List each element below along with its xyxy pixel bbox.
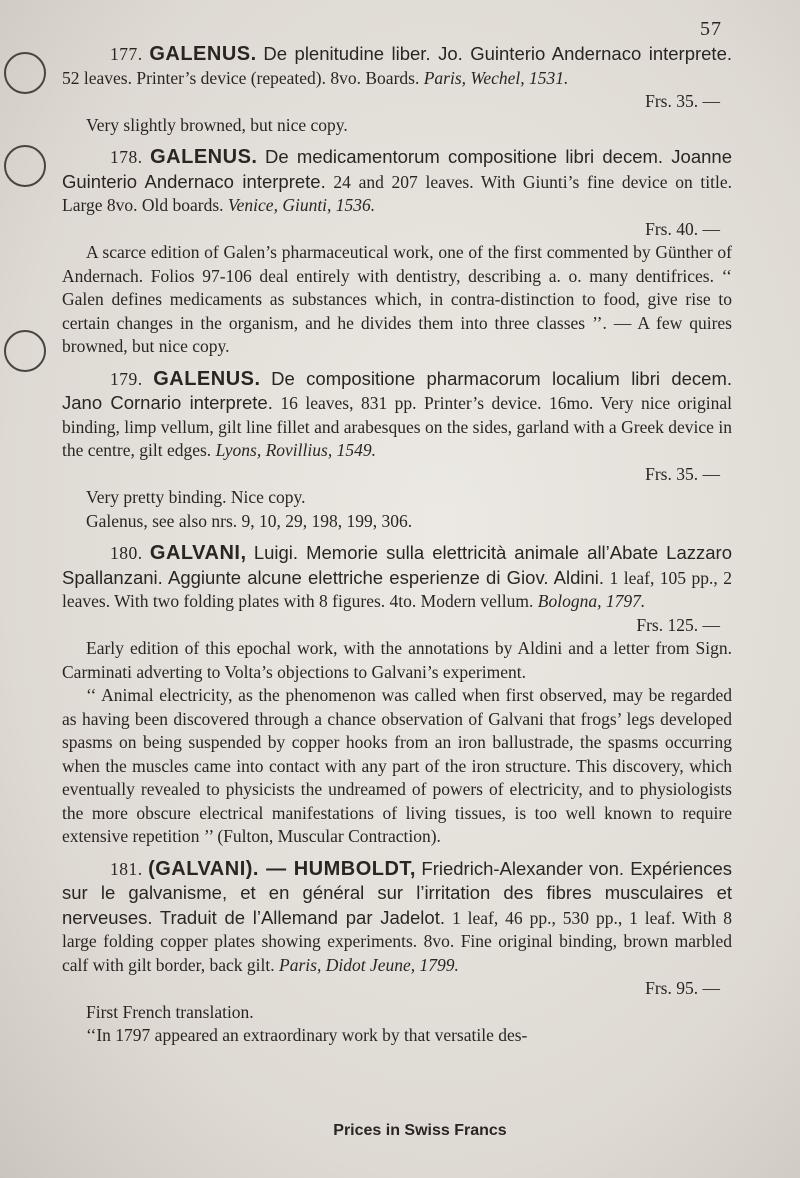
catalogue-entries (62, 42, 732, 1056)
catalogue-entry (62, 367, 732, 534)
catalogue-entry (62, 145, 732, 359)
entry-author: GALVANI, (149, 542, 247, 564)
entry-heading (62, 541, 732, 614)
catalogue-entry (62, 42, 732, 137)
entry-imprint: Paris, Didot Jeune, 1799. (279, 954, 459, 975)
entry-author: GALENUS. (149, 43, 257, 65)
entry-number: 177. (110, 44, 143, 64)
catalogue-entry (62, 541, 732, 849)
entry-price: Frs. 40. — (645, 218, 720, 239)
entry-note: Very pretty binding. Nice copy. (86, 487, 306, 507)
entry-note: Early edition of this epochal work, with the annotations by Aldini and a letter from Sign. Carminati adverting to Volta’s objections to Galvani’s experiment. (62, 638, 732, 682)
circle-mark-icon (4, 330, 46, 372)
entry-description: 1 leaf, 105 pp., 2 leaves. With two folding plates with 8 figures. 4to. Modern vellum. (62, 567, 732, 611)
entry-price: Frs. 35. — (645, 463, 720, 484)
entry-title: Luigi. Memorie sulla elettricità animale all’Abate Lazzaro Spallanzani. Aggiunte alcune elettriche esperienze di Giov. Aldini. (62, 542, 732, 588)
entry-note: Very slightly browned, but nice copy. (86, 114, 348, 135)
entry-author: GALENUS. (150, 146, 258, 168)
entry-imprint: Bologna, 1797. (537, 591, 646, 611)
entry-description: 16 leaves, 831 pp. Printer’s device. 16mo. Very nice original binding, limp vellum, gilt line fillet and arabesques on the sides, garland with a Greek device in the centre, gilt edges. (62, 393, 733, 460)
entry-number: 179. (110, 368, 143, 389)
entry-description: 52 leaves. Printer’s device (repeated). 8vo. Boards. (62, 67, 420, 88)
entry-heading (62, 367, 732, 463)
entry-author: (GALVANI). — HUMBOLDT, (148, 857, 416, 880)
entry-imprint: Venice, Giunti, 1536. (227, 195, 376, 215)
entry-price: Frs. 95. — (645, 978, 720, 998)
entry-note: ‘‘In 1797 appeared an extraordinary work by that versatile des- (86, 1025, 528, 1045)
entry-description: 1 leaf, 46 pp., 530 pp., 1 leaf. With 8 large folding copper plates showing experiments. 8vo. Fine original binding, brown marbled calf with gilt border, back gilt. (62, 907, 732, 975)
entry-note: A scarce edition of Galen’s pharmaceutical work, one of the first commented by Günther of Andernach. Folios 97-106 deal entirely with dentistry, describing a. o. many dentifrices. ‘‘ Galen defines medicaments as substances which, in contra-distinction to food, give rise to certain changes in the organism, and he divides them into three classes ’’. — A few quires browned, but nice copy. (62, 242, 732, 356)
circle-mark-icon (4, 145, 46, 187)
entry-price: Frs. 125. — (636, 614, 720, 635)
entry-number: 178. (110, 147, 143, 167)
entry-heading (62, 857, 732, 978)
page-number: 57 (700, 18, 722, 40)
entry-author: GALENUS. (153, 367, 261, 390)
entry-imprint: Lyons, Rovillius, 1549. (215, 440, 376, 460)
entry-heading (62, 145, 732, 218)
entry-title: De compositione pharmacorum localium libri decem. Jano Cornario interprete. (62, 367, 732, 413)
entry-title: De medicamentorum compositione libri decem. Joanne Guinterio Andernaco interprete. (62, 146, 732, 192)
circle-mark-icon (4, 52, 46, 94)
entry-number: 180. (110, 543, 143, 563)
entry-heading (62, 42, 732, 90)
entry-title: Friedrich-Alexander von. Expériences sur le galvanisme, et en général sur l’irritation des fibres musculaires et nerveuses. Traduit de l’Allemand par Jadelot. (62, 857, 732, 928)
entry-note: Galenus, see also nrs. 9, 10, 29, 198, 199, 306. (86, 510, 413, 531)
entry-note: First French translation. (86, 1001, 254, 1022)
entry-title: De plenitudine liber. Jo. Guinterio Andernaco interprete. (263, 43, 733, 64)
entry-number: 181. (110, 858, 143, 879)
page-footer: Prices in Swiss Francs (333, 1122, 507, 1139)
entry-price: Frs. 35. — (645, 91, 720, 111)
entry-note: ‘‘ Animal electricity, as the phenomenon was called when first observed, may be regarded as having been discovered through a chance observation of Galvani that frogs’ legs developed spasms on being suspended by copper hooks from an iron ballustrade, the spasms occurring when the muscles came into contact with any part of the iron structure. This discovery, which eventually revealed to physicists the undreamed of powers of electricity, and to physiologists the more obscure electrical manifestations of living tissues, is too well known to require extensive repetition ’’ (Fulton, Muscular Contraction). (62, 685, 732, 846)
catalogue-entry (62, 857, 732, 1048)
entry-description: 24 and 207 leaves. With Giunti’s fine device on title. Large 8vo. Old boards. (62, 171, 732, 215)
entry-imprint: Paris, Wechel, 1531. (423, 67, 569, 88)
